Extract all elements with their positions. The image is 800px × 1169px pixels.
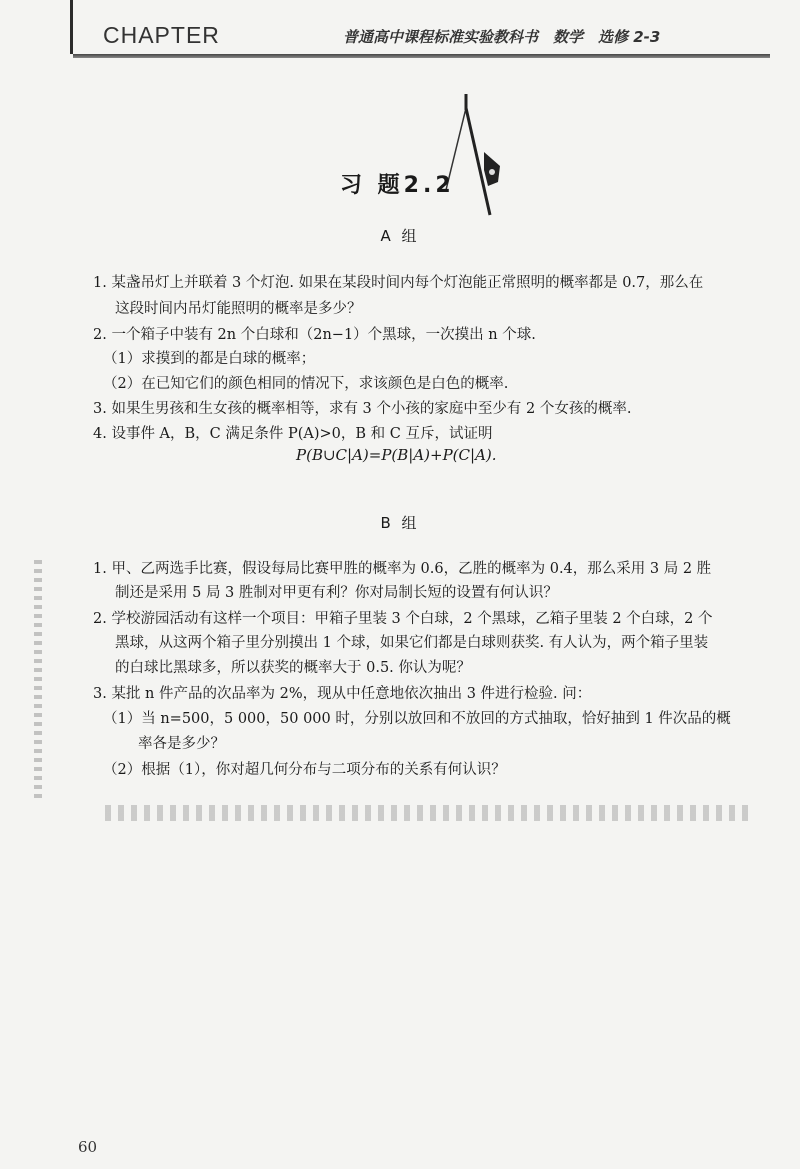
b-q3-sub2: （2）根据（1），你对超几何分布与二项分布的关系有何认识？ [103,762,506,778]
group-a-title: A 组 [380,227,420,245]
a-q1-line2: 这段时间内吊灯能照明的概率是多少？ [115,301,362,317]
a-q1-line1: 1. 某盏吊灯上并联着 3 个灯泡. 如果在某段时间内每个灯泡能正常照明的概率都是 0.7，那么在 [93,275,704,291]
book-title: 普通高中课程标准实验教科书 数学 选修 2-3 [343,28,661,46]
a-q2-sub2: （2）在已知它们的颜色相同的情况下，求该颜色是白色的概率. [103,376,509,392]
decorative-dotted-rule [105,805,755,821]
page-edge-marks [34,560,42,800]
page-header [70,0,773,54]
page-number: 60 [78,1138,98,1156]
b-q1-line1: 1. 甲、乙两选手比赛，假设每局比赛甲胜的概率为 0.6，乙胜的概率为 0.4，那么采用 3 局 2 胜 [93,561,712,577]
b-q3-sub1-line1: （1）当 n=500，5 000，50 000 时，分别以放回和不放回的方式抽取，恰好抽到 1 件次品的概 [103,711,731,727]
b-q3-sub1-line2: 率各是多少？ [138,736,225,752]
a-q2-sub1: （1）求摸到的都是白球的概率； [103,351,316,367]
b-q2-line2: 黑球，从这两个箱子里分别摸出 1 个球，如果它们都是白球则获奖. 有人认为，两个箱子里装 [115,635,709,651]
a-q4-formula: P(B∪C|A)=P(B|A)+P(C|A). [296,446,497,464]
header-rule [73,54,770,58]
a-q3: 3. 如果生男孩和生女孩的概率相等，求有 3 个小孩的家庭中至少有 2 个女孩的概率. [93,401,632,417]
b-q3-line1: 3. 某批 n 件产品的次品率为 2%，现从中任意地依次抽出 3 件进行检验. 问： [93,686,592,702]
compass-icon [440,90,510,220]
section-title: 习 题2.2 [340,173,455,198]
b-q2-line1: 2. 学校游园活动有这样一个项目：甲箱子里装 3 个白球，2 个黑球，乙箱子里装 2 个白球，2 个 [93,611,713,627]
a-q2-line1: 2. 一个箱子中装有 2n 个白球和（2n−1）个黑球，一次摸出 n 个球. [93,327,536,343]
a-q4-line1: 4. 设事件 A，B，C 满足条件 P(A)>0，B 和 C 互斥，试证明 [93,426,493,442]
group-b-title: B 组 [380,514,420,532]
chapter-label: CHAPTER [103,22,220,48]
b-q2-line3: 的白球比黑球多，所以获奖的概率大于 0.5. 你认为呢？ [115,660,471,676]
b-q1-line2: 制还是采用 5 局 3 胜制对甲更有利？你对局制长短的设置有何认识？ [115,585,558,601]
